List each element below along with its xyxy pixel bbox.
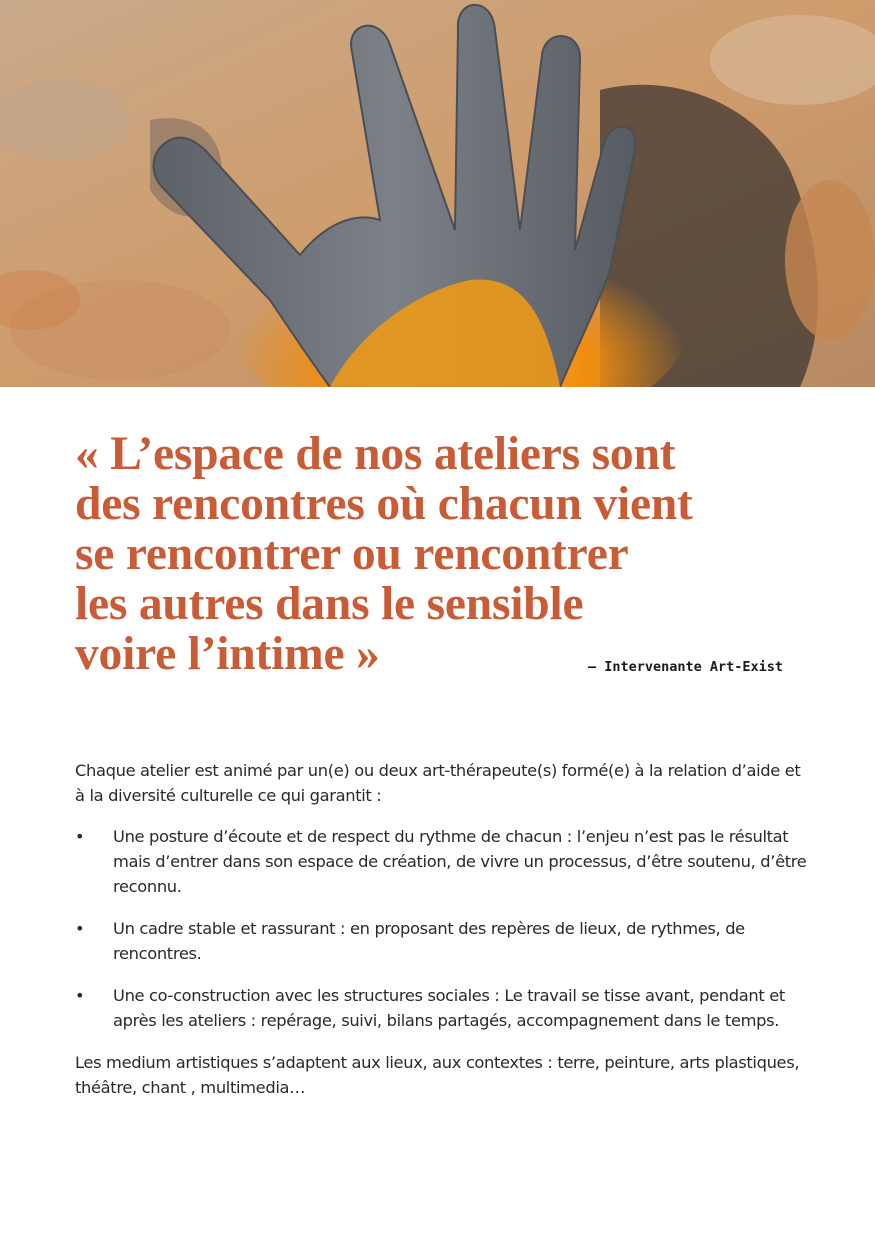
list-item: [75, 824, 810, 899]
list-item-text: Une co-construction avec les structures sociales : Le travail se tisse avant, pendant et après les ateliers : repérage, suivi, bilans partagés, accompagnement dans le temps.: [113, 986, 785, 1030]
bullet-icon: •: [75, 986, 85, 1005]
list-item: [75, 916, 810, 966]
intro-paragraph: Chaque atelier est animé par un(e) ou deux art-thérapeute(s) formé(e) à la relation d’aide et à la diversité culturelle ce qui garantit :: [75, 761, 801, 805]
guarantee-list: [75, 824, 810, 1033]
quote-attribution: — Intervenante Art-Exist: [588, 659, 784, 675]
hero-image: [0, 0, 875, 387]
list-item: [75, 983, 810, 1033]
body-text: [75, 758, 810, 1100]
list-item-text: Une posture d’écoute et de respect du rythme de chacun : l’enjeu n’est pas le résultat mais d’entrer dans son espace de création, de vivre un processus, d’être soutenu, d’être reconnu.: [113, 827, 807, 896]
quote-line: voire l’intime »: [75, 628, 380, 680]
quote-line: « L’espace de nos ateliers sont: [75, 428, 676, 480]
list-item-text: Un cadre stable et rassurant : en proposant des repères de lieux, de rythmes, de rencontres.: [113, 919, 745, 963]
bullet-icon: •: [75, 919, 85, 938]
bullet-icon: •: [75, 827, 85, 846]
hero-illustration: [0, 0, 875, 387]
quote-line: se rencontrer ou rencontrer: [75, 528, 629, 580]
pull-quote: [75, 429, 815, 679]
quote-line: des rencontres où chacun vient: [75, 478, 693, 530]
quote-line: les autres dans le sensible: [75, 578, 584, 630]
outro-paragraph: Les medium artistiques s’adaptent aux lieux, aux contextes : terre, peinture, arts plastiques, théâtre, chant , multimedia…: [75, 1053, 800, 1097]
